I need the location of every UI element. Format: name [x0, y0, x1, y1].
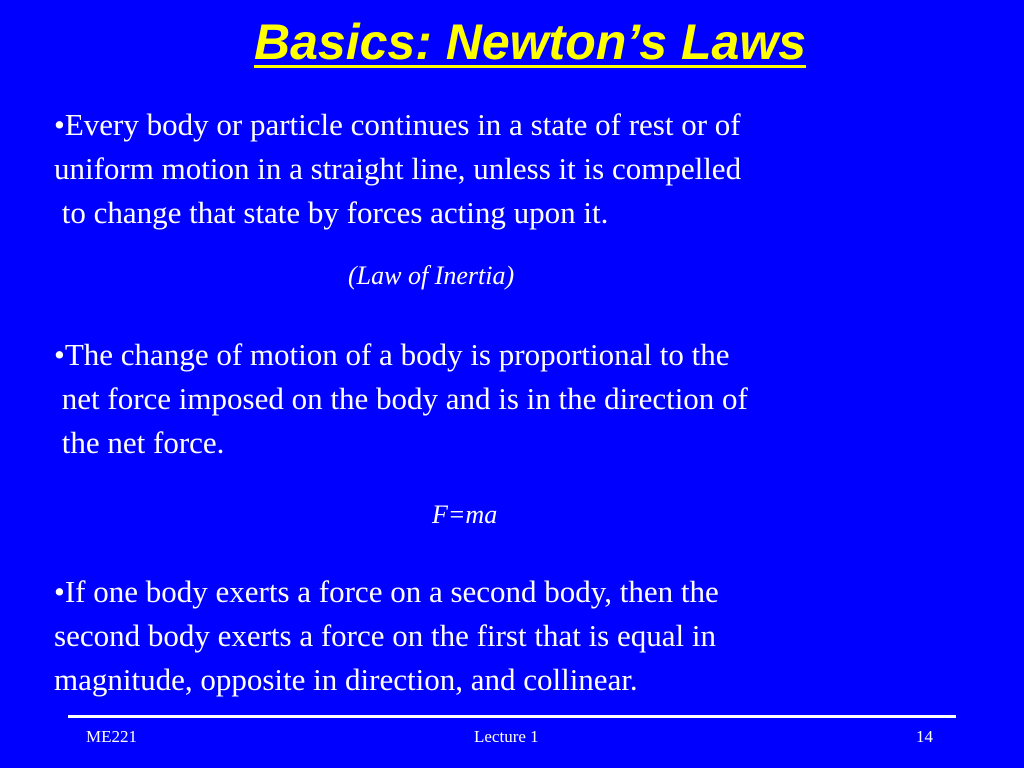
footer-divider	[68, 715, 956, 718]
law-1-caption: (Law of Inertia)	[348, 261, 515, 290]
law-3-text: •If one body exerts a force on a second body, then the second body exerts a force on the first that is equal in magnitude, opposite in direction, and collinear.	[54, 574, 719, 697]
slide-title-text: Basics: Newton’s Laws	[253, 14, 807, 70]
footer-page-number: 14	[916, 727, 933, 746]
footer-lecture: Lecture 1	[474, 727, 539, 746]
slide-title	[0, 12, 1024, 72]
law-2-text: •The change of motion of a body is proportional to the net force imposed on the body and is in the direction of the net force.	[54, 337, 748, 460]
law-1-text: •Every body or particle continues in a state of rest or of uniform motion in a straight line, unless it is compelled to change that state by forces acting upon it.	[54, 107, 742, 230]
law-2-formula: F=ma	[432, 500, 498, 529]
footer-course: ME221	[86, 727, 137, 746]
